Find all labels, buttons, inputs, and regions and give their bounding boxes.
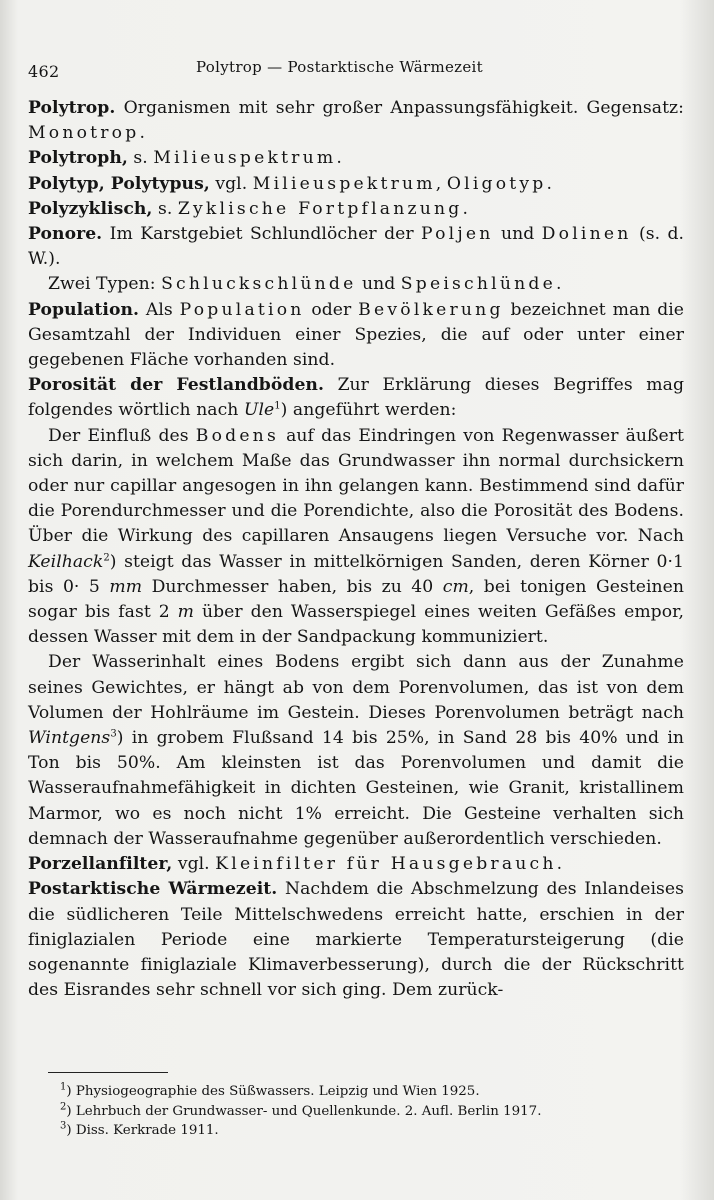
entry-polytyp [28, 172, 684, 197]
footnote-text: ) Physiogeographie des Süßwassers. Leipzig und Wien 1925. [66, 1084, 480, 1099]
entry-text: ) in grobem Flußsand 14 bis 25%, in Sand 28 bis 40% und in Ton bis 50%. Am kleinsten ist das Porenvolumen und damit die Wasseraufnahmefähigkeit in dichten Gesteinen, wie Granit, kristallinem Marmor, wo es noch nicht 1% erreicht. Die Gesteine verhalten sich demnach der Wasseraufnahme gegenüber außerordentlich verschieden. [28, 728, 684, 849]
cross-reference: Schluckschlünde [161, 274, 357, 295]
entry-text: ) steigt das Wasser in mittelkörnigen Sanden, deren Körner 0·1 bis 0· 5 [28, 551, 684, 597]
footnote-text: ) Lehrbuch der Grundwasser- und Quellenkunde. 2. Aufl. Berlin 1917. [66, 1103, 542, 1119]
entry-text: Zur Erklärung dieses Begriffes mag folgendes wörtlich nach [28, 375, 685, 421]
cross-reference: Zyklische Fortpflanzung [177, 198, 463, 219]
entry-text: Der Wasserinhalt eines Bodens ergibt sich dann aus der Zunahme seines Gewichtes, er hängt ab von dem Porenvolumen, das ist von dem Volumen der Hohlräume im Gestein. Dieses Porenvolumen beträgt nach [28, 652, 684, 723]
entry-text: Als [145, 299, 173, 320]
author-name: Ule [243, 400, 275, 421]
entry-text: vgl. [215, 173, 248, 194]
footnote-mark: 3 [60, 1120, 67, 1132]
entry-text: ) angeführt werden: [280, 400, 457, 421]
cross-reference: Oligotyp [446, 173, 547, 194]
entry-text: Durchmesser haben, bis zu 40 [151, 576, 434, 597]
footnotes [60, 1082, 680, 1141]
entry-postarktische-waermezeit [28, 877, 684, 1003]
punctuation: . [139, 123, 145, 144]
entry-text: Im Karstgebiet Schlundlöcher der [109, 224, 414, 245]
entry-porzellanfilter [28, 852, 684, 877]
cross-reference: Monotrop [28, 123, 140, 144]
entry-term: Polytroph, [28, 148, 128, 169]
entry-text: und [361, 274, 396, 295]
quote-paragraph-2 [28, 650, 684, 852]
entry-term: Porzellanfilter, [28, 854, 173, 875]
footnote-mark: 3 [110, 728, 117, 740]
entry-text: s. [133, 148, 148, 169]
cross-reference: Poljen [421, 224, 494, 245]
footnote-mark: 1 [274, 400, 281, 412]
entry-term: Polytrop. [28, 98, 116, 118]
author-name: Keilhack [28, 551, 104, 572]
entry-text: Zwei Typen: [48, 274, 156, 295]
entry-text: über den Wasserspiegel eines weiten Gefäßes empor, dessen Wasser mit dem in der Sandpackung kommuniziert. [28, 602, 685, 648]
entry-text: Organismen mit sehr großer Anpassungsfähigkeit. Gegensatz: [123, 98, 685, 118]
cross-reference: Bevölkerung [358, 299, 504, 320]
unit-label: cm [442, 576, 469, 597]
footnote-1 [60, 1082, 680, 1102]
cross-reference: Milieuspektrum [153, 148, 337, 169]
cross-reference: Population [179, 299, 305, 320]
page-header [28, 52, 688, 82]
entry-text: vgl. [177, 854, 210, 875]
entry-text: auf das Eindringen von Regenwasser äußert sich darin, in welchem Maße das Grundwasser ihn normal durchsickern oder nur capillar angesogen in ihn gelangen kann. Bestimmend sind dafür die Porendurchmesser und die Porendichte, also die Porosität des Bodens. Über die Wirkung des capillaren Ansaugens liegen Versuche vor. Nach [28, 425, 685, 547]
entry-text: Der Einfluß des [48, 425, 189, 446]
punctuation: . [336, 148, 342, 169]
entry-term: Polyzyklisch, [28, 198, 153, 219]
entry-term: Population. [28, 299, 140, 320]
entry-term: Polytyp, Polytypus, [28, 173, 210, 194]
cross-reference: Speischlünde [400, 274, 556, 295]
footnote-mark: 2 [60, 1101, 67, 1113]
punctuation: . [555, 274, 562, 295]
page-number: 462 [28, 62, 60, 81]
unit-label: mm [109, 576, 143, 597]
entry-term: Ponore. [28, 224, 103, 245]
unit-label: m [177, 602, 195, 623]
cross-reference: Dolinen [541, 224, 632, 245]
entry-text: bezeichnet man die Gesamtzahl der Individuen einer Spezies, die auf oder unter einer gegebenen Fläche vorhanden sind. [28, 299, 685, 371]
footnote-2 [60, 1102, 680, 1122]
footnote-mark: 1 [60, 1081, 67, 1093]
punctuation: , [435, 173, 442, 194]
cross-reference: Milieuspektrum [252, 173, 436, 194]
footnote-divider [48, 1072, 168, 1073]
entry-porositaet [28, 373, 684, 423]
entry-polytroph [28, 146, 684, 171]
entry-polytrop [28, 96, 684, 146]
punctuation: . [462, 198, 469, 219]
page-body [28, 96, 684, 1003]
entry-text: Nachdem die Abschmelzung des Inlandeises die südlicheren Teile Mittelschwedens erreicht hatte, erschien in der finiglazialen Periode eine markierte Temperatursteigerung (die sogenannte finiglaziale Klimaverbesserung), durch die der Rückschritt des Eisrandes sehr schnell vor sich ging. Dem zurück- [28, 879, 684, 1001]
punctuation: . [556, 854, 563, 875]
footnote-3 [60, 1121, 680, 1141]
entry-text: s. [157, 198, 173, 219]
entry-term: Postarktische Wärmezeit. [28, 879, 278, 900]
author-name: Wintgens [28, 728, 111, 749]
entry-term: Porosität der Festlandböden. [28, 375, 325, 396]
cross-reference: Bodens [195, 425, 279, 446]
entry-polyzyklisch [28, 197, 684, 222]
entry-ponore [28, 222, 684, 272]
entry-text: (s. d. W.). [28, 224, 685, 270]
footnote-text: ) Diss. Kerkrade 1911. [66, 1123, 219, 1138]
entry-ponore-types [28, 272, 684, 297]
entry-population [28, 298, 684, 374]
footnote-mark: 2 [103, 551, 110, 563]
quote-paragraph-1 [28, 424, 684, 651]
cross-reference: Kleinfilter für Hausgebrauch [215, 854, 557, 875]
running-title: Polytrop — Postarktische Wärmezeit [196, 58, 483, 76]
entry-text: , bei tonigen Gesteinen sogar bis fast 2 [28, 576, 685, 623]
entry-text: und [500, 224, 535, 245]
entry-text: oder [311, 299, 352, 320]
punctuation: . [546, 173, 552, 194]
